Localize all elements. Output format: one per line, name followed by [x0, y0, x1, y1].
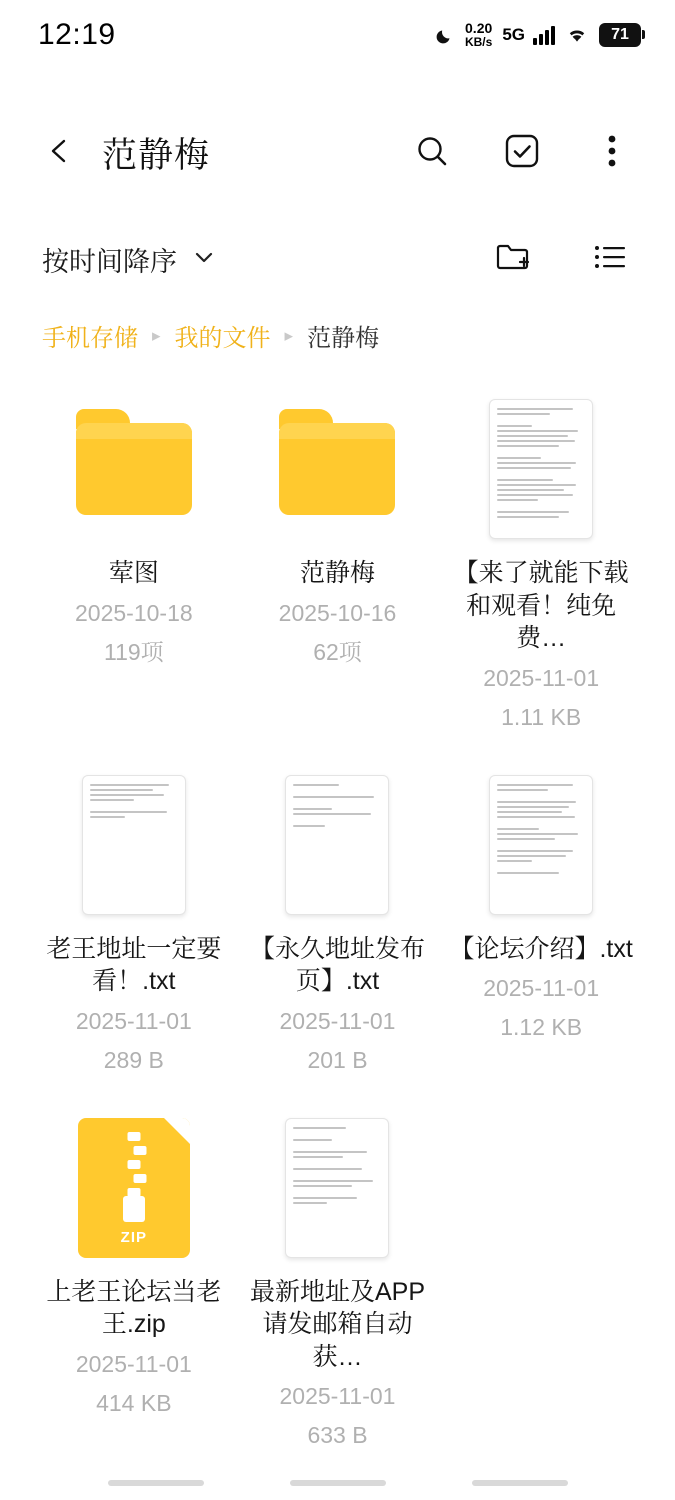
item-size: 289 B — [103, 1046, 164, 1073]
view-mode-button[interactable] — [587, 236, 633, 282]
breadcrumb-separator-icon: ▸ — [152, 325, 161, 345]
item-date: 2025-11-01 — [75, 1350, 192, 1377]
grid-item[interactable] — [32, 397, 236, 733]
file-grid — [0, 397, 675, 1451]
thumbnail — [74, 1116, 194, 1260]
item-size: 119项 — [103, 638, 164, 665]
folder-add-icon — [495, 240, 533, 279]
grid-item[interactable] — [439, 773, 643, 1076]
toolbar — [0, 222, 675, 296]
signal-bars-icon — [533, 25, 555, 45]
app-bar — [0, 98, 675, 208]
chevron-down-icon — [191, 244, 217, 275]
grid-item[interactable] — [32, 1116, 236, 1452]
item-size: 201 B — [307, 1046, 368, 1073]
thumbnail — [481, 397, 601, 541]
grid-item[interactable] — [236, 1116, 440, 1452]
text-document-icon — [489, 399, 593, 539]
item-name: 【来了就能下载和观看！纯免费… — [453, 559, 629, 652]
breadcrumb-separator-icon: ▸ — [284, 325, 294, 345]
back-button[interactable] — [38, 131, 82, 175]
sort-label: 按时间降序 — [42, 246, 177, 277]
search-icon — [412, 131, 452, 176]
text-document-icon — [285, 1118, 389, 1258]
grid-item[interactable] — [236, 773, 440, 1076]
system-navigation-bar — [0, 1466, 675, 1500]
more-vertical-icon — [605, 132, 619, 175]
battery-indicator — [599, 23, 641, 47]
network-speed-unit: KB/s — [464, 35, 493, 50]
item-size: 633 B — [307, 1422, 368, 1449]
thumbnail — [74, 397, 194, 541]
network-speed — [465, 21, 492, 48]
thumbnail — [481, 773, 601, 917]
toolbar-actions — [491, 236, 633, 282]
moon-icon — [435, 25, 455, 45]
battery-level: 71 — [611, 26, 629, 43]
item-name: 老王地址一定要看！.txt — [46, 934, 222, 996]
app-bar-actions — [409, 130, 635, 176]
breadcrumb-item-current[interactable]: 范静梅 — [307, 325, 380, 352]
item-date: 2025-11-01 — [279, 1007, 396, 1034]
zip-lock — [123, 1196, 145, 1222]
zip-archive-icon — [78, 1118, 190, 1258]
item-name: 【论坛介绍】.txt — [449, 934, 633, 963]
item-date: 2025-10-16 — [278, 599, 397, 626]
thumbnail — [277, 773, 397, 917]
checkbox-select-icon — [503, 132, 541, 175]
sort-selector[interactable] — [42, 240, 217, 279]
item-name: 最新地址及APP请发邮箱自动获… — [249, 1277, 425, 1371]
nav-pill-center[interactable] — [290, 1480, 386, 1486]
item-size: 1.12 KB — [500, 1014, 583, 1041]
item-date: 2025-11-01 — [75, 1007, 192, 1034]
item-name: 【永久地址发布页】.txt — [249, 934, 425, 996]
list-view-icon — [593, 243, 627, 276]
grid-item[interactable] — [32, 773, 236, 1076]
chevron-left-icon — [45, 136, 75, 171]
page-title: 范静梅 — [102, 136, 211, 175]
folder-icon — [279, 423, 395, 515]
status-time: 12:19 — [38, 18, 116, 51]
text-document-icon — [82, 775, 186, 915]
folder-icon — [76, 423, 192, 515]
item-name: 上老王论坛当老王.zip — [46, 1277, 222, 1339]
network-speed-value: 0.20 — [465, 20, 493, 37]
status-indicators — [435, 21, 641, 48]
more-options-button[interactable] — [589, 130, 635, 176]
zip-badge-label: ZIP — [120, 1228, 147, 1246]
status-bar — [0, 0, 675, 70]
thumbnail — [277, 1116, 397, 1260]
text-document-icon — [285, 775, 389, 915]
search-button[interactable] — [409, 130, 455, 176]
item-date: 2025-11-01 — [279, 1383, 396, 1410]
wifi-icon — [565, 25, 589, 45]
grid-item[interactable] — [439, 397, 643, 733]
zip-teeth — [127, 1132, 140, 1197]
breadcrumb-item-storage[interactable]: 手机存储 — [42, 325, 138, 352]
item-date: 2025-11-01 — [483, 664, 600, 691]
item-size: 62项 — [313, 638, 362, 665]
network-type-label: 5G — [502, 25, 525, 44]
grid-item[interactable] — [236, 397, 440, 733]
nav-pill-left[interactable] — [108, 1480, 204, 1486]
item-name: 荤图 — [108, 559, 159, 587]
breadcrumb — [0, 318, 675, 353]
item-date: 2025-11-01 — [483, 975, 600, 1002]
item-name: 范静梅 — [299, 559, 375, 587]
select-mode-button[interactable] — [499, 130, 545, 176]
item-date: 2025-10-18 — [75, 599, 193, 626]
text-document-icon — [489, 775, 593, 915]
item-size: 1.11 KB — [501, 703, 582, 730]
thumbnail — [74, 773, 194, 917]
new-folder-button[interactable] — [491, 236, 537, 282]
breadcrumb-item-myfiles[interactable]: 我的文件 — [174, 325, 271, 352]
thumbnail — [277, 397, 397, 541]
item-size: 414 KB — [96, 1389, 172, 1416]
nav-pill-right[interactable] — [472, 1480, 568, 1486]
